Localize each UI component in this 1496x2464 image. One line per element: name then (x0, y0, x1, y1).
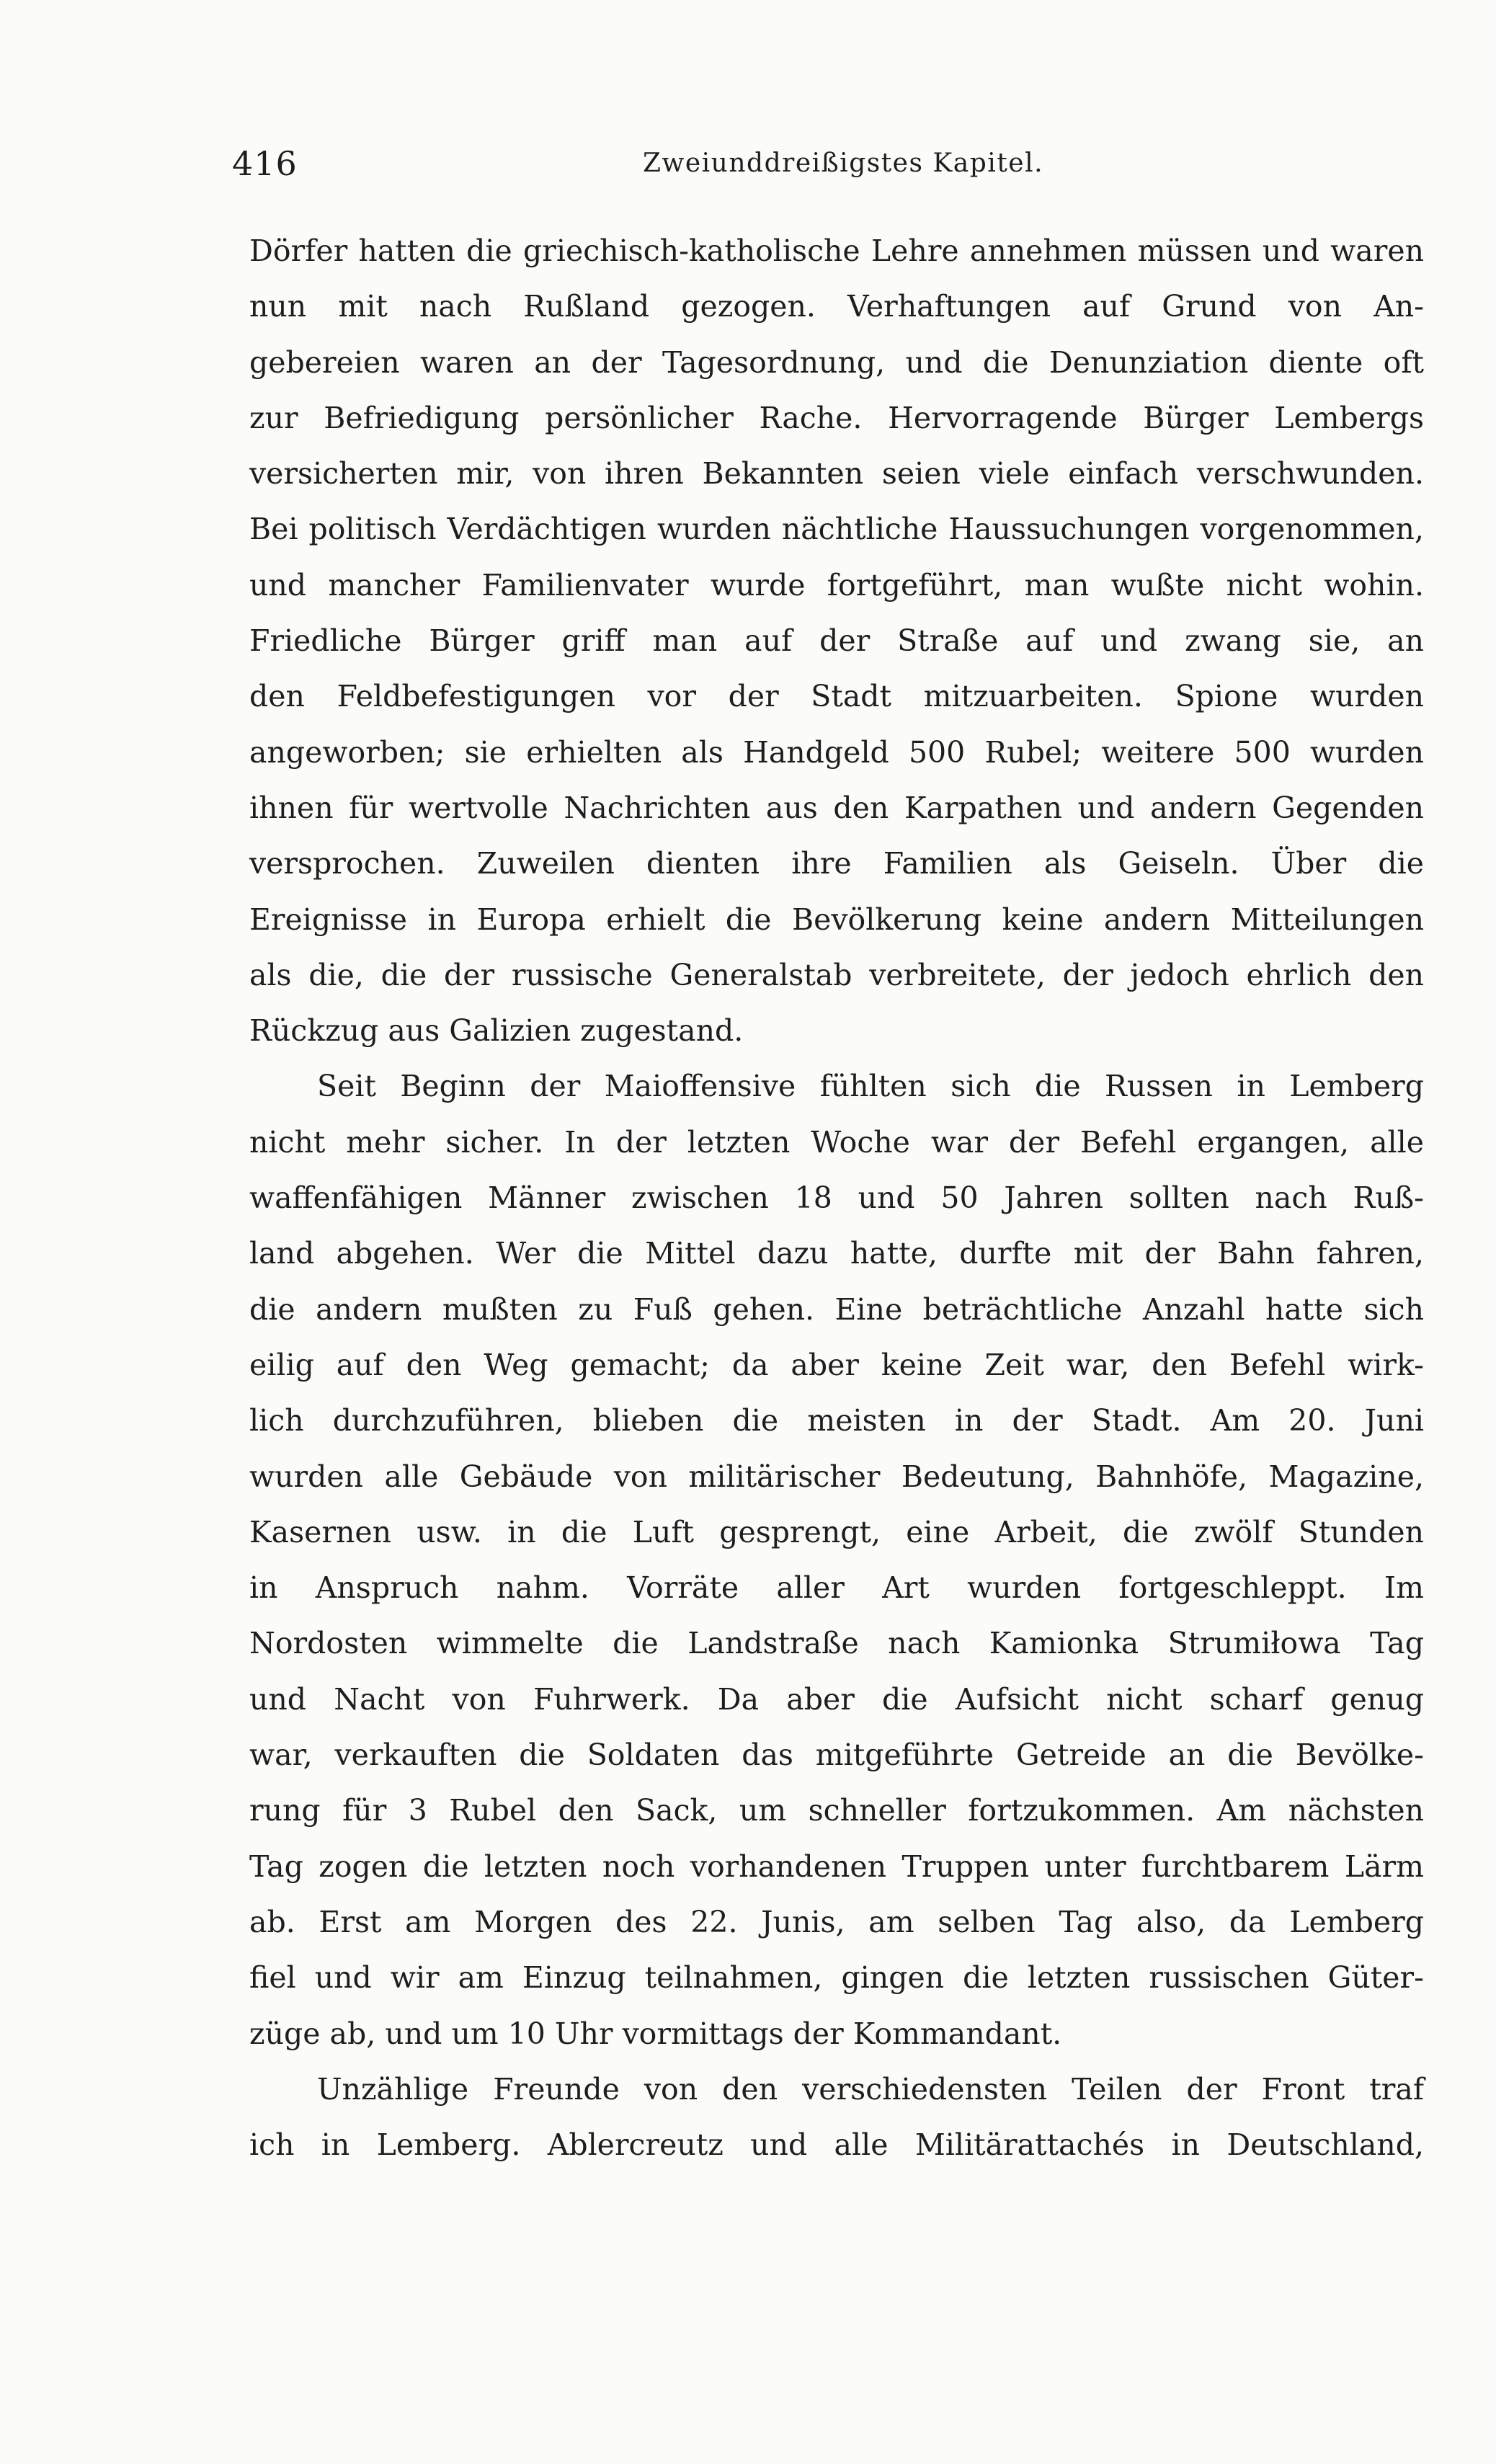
text-line: züge ab, und um 10 Uhr vormittags der Kommandant. (249, 2016, 1062, 2051)
text-line: zur Befriedigung persönlicher Rache. Hervorragende Bürger Lembergs (249, 400, 1424, 435)
running-head: Zweiunddreißigstes Kapitel. (643, 148, 1044, 178)
page-number: 416 (232, 144, 298, 183)
text-line: rung für 3 Rubel den Sack, um schneller fortzukommen. Am nächsten (249, 1793, 1424, 1828)
page-header (232, 144, 1428, 195)
text-line: versicherten mir, von ihren Bekannten seien viele einfach verschwunden. (249, 456, 1424, 492)
text-line: und mancher Familienvater wurde fortgeführt, man wußte nicht wohin. (249, 567, 1424, 602)
text-line: eilig auf den Weg gemacht; da aber keine Zeit war, den Befehl wirk- (249, 1347, 1424, 1382)
text-line: die andern mußten zu Fuß gehen. Eine beträchtliche Anzahl hatte sich (249, 1291, 1424, 1327)
text-line: Bei politisch Verdächtigen wurden nächtliche Haussuchungen vorgenommen, (249, 512, 1424, 547)
text-line: ab. Erst am Morgen des 22. Junis, am selben Tag also, da Lemberg (249, 1904, 1424, 1939)
text-line: Kasernen usw. in die Luft gesprengt, eine Arbeit, die zwölf Stunden (249, 1514, 1424, 1549)
text-line: versprochen. Zuweilen dienten ihre Familien als Geiseln. Über die (249, 846, 1424, 881)
text-line: Nordosten wimmelte die Landstraße nach Kamionka Strumiłowa Tag (249, 1626, 1424, 1661)
text-line: angeworben; sie erhielten als Handgeld 500 Rubel; weitere 500 wurden (249, 734, 1424, 770)
text-line: gebereien waren an der Tagesordnung, und die Denunziation diente oft (249, 344, 1424, 380)
text-line: lich durchzuführen, blieben die meisten in der Stadt. Am 20. Juni (249, 1403, 1424, 1438)
text-line: waffenfähigen Männer zwischen 18 und 50 Jahren sollten nach Ruß- (249, 1180, 1424, 1216)
text-line: Tag zogen die letzten noch vorhandenen Truppen unter furchtbarem Lärm (249, 1849, 1424, 1884)
text-line: land abgehen. Wer die Mittel dazu hatte, durfte mit der Bahn fahren, (249, 1236, 1424, 1271)
text-line: ihnen für wertvolle Nachrichten aus den Karpathen und andern Gegenden (249, 790, 1424, 825)
text-line: den Feldbefestigungen vor der Stadt mitzuarbeiten. Spione wurden (249, 679, 1424, 714)
text-line: wurden alle Gebäude von militärischer Bedeutung, Bahnhöfe, Magazine, (249, 1459, 1424, 1494)
text-line: und Nacht von Fuhrwerk. Da aber die Aufsicht nicht scharf genug (249, 1681, 1424, 1717)
text-line: als die, die der russische Generalstab verbreitete, der jedoch ehrlich den (249, 957, 1424, 992)
text-line: Unzählige Freunde von den verschiedensten Teilen der Front traf (317, 2071, 1424, 2107)
text-line: nun mit nach Rußland gezogen. Verhaftungen auf Grund von An- (249, 289, 1424, 324)
text-line: fiel und wir am Einzug teilnahmen, gingen die letzten russischen Güter- (249, 1960, 1424, 1996)
text-line: Seit Beginn der Maioffensive fühlten sich die Russen in Lemberg (317, 1069, 1424, 1104)
text-line: Friedliche Bürger griff man auf der Straße auf und zwang sie, an (249, 623, 1424, 659)
text-line: nicht mehr sicher. In der letzten Woche war der Befehl ergangen, alle (249, 1124, 1424, 1160)
text-line: ich in Lemberg. Ablercreutz und alle Militärattachés in Deutschland, (249, 2127, 1424, 2163)
text-line: war, verkauften die Soldaten das mitgeführte Getreide an die Bevölke- (249, 1738, 1424, 1773)
text-line: in Anspruch nahm. Vorräte aller Art wurden fortgeschleppt. Im (249, 1570, 1424, 1606)
text-line: Dörfer hatten die griechisch-katholische Lehre annehmen müssen und waren (249, 233, 1424, 268)
text-line: Ereignisse in Europa erhielt die Bevölkerung keine andern Mitteilungen (249, 902, 1424, 937)
body-text (249, 223, 1424, 2173)
text-line: Rückzug aus Galizien zugestand. (249, 1013, 744, 1049)
